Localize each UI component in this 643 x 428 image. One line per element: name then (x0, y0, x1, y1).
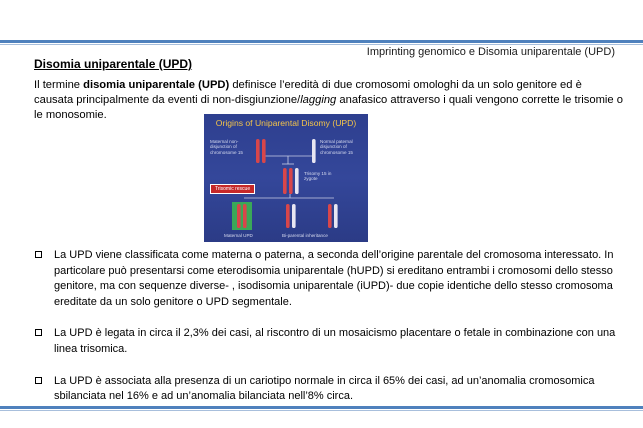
bullet-list (34, 248, 630, 405)
intro-part1: definisce l’eredità di due cromosomi omologhi da un solo genitore ed è causata principalmente da eventi di non-disgiunzione/ (34, 79, 582, 107)
intro-term: disomia uniparentale (UPD) (83, 79, 230, 91)
bullet-text: La UPD è legata in circa il 2,3% dei casi, al riscontro di un mosaicismo placentare o fetale in combinazione con una linea trisomica. (54, 327, 616, 355)
bullet-item (34, 326, 630, 357)
zygote-chromosome-b (289, 168, 293, 194)
figure-title: Origins of Uniparental Disomy (UPD) (215, 118, 357, 128)
figure-label-trisomy: Trisomy 15 in zygote (304, 171, 332, 182)
upd-chromosome-b (243, 204, 247, 228)
biparental-1-chromosome-b (292, 204, 296, 228)
bottom-divider-thin (0, 410, 643, 411)
bullet-text: La UPD viene classificata come materna o paterna, a seconda dell’origine parentale del cromosoma interessato. In particolare può presentarsi come eterodisomia uniparentale (hUPD) si ereditano entrambi i cromosomi dello stesso genitore, ma con sequenze diverse- , isodisomia uniparentale (iUPD)- due copie identiche dello stesso cromosoma ereditate da un solo genitore o UPD segmentale. (54, 249, 614, 308)
zygote-chromosome-a (283, 168, 287, 194)
maternal-chromosome-b (262, 139, 266, 163)
checkbox-icon (35, 377, 42, 384)
figure-label-maternal-upd: Maternal UPD (224, 233, 253, 238)
paternal-chromosome (312, 139, 316, 163)
biparental-2-chromosome-a (328, 204, 332, 228)
figure-label-biparental: Bi-parental inheritance (282, 233, 328, 238)
upd-chromosome-a (237, 204, 241, 228)
biparental-2-chromosome-b (334, 204, 338, 228)
upd-origins-figure (204, 114, 368, 242)
checkbox-icon (35, 329, 42, 336)
figure-label-rescue: Trisomic rescue (210, 184, 255, 194)
bullet-item (34, 248, 630, 310)
bottom-divider (0, 406, 643, 409)
figure-label-paternal: Normal paternal disjunction of chromosome 15 (320, 139, 353, 155)
figure-label-maternal: Maternal non-disjunction of chromosome 15 (210, 139, 243, 155)
maternal-chromosome-a (256, 139, 260, 163)
section-title: Disomia uniparentale (UPD) (34, 57, 193, 71)
maternal-upd-box (232, 202, 252, 230)
zygote-chromosome-c (295, 168, 299, 194)
bullet-item (34, 374, 630, 405)
top-divider-thin (0, 44, 643, 45)
bullet-text: La UPD è associata alla presenza di un cariotipo normale in circa il 65% dei casi, ad un’anomalia cromosomica sbilanciata nel 16% e ad un’anomalia bilanciata nell’8% circa. (54, 374, 595, 403)
intro-part2: anafasico attraverso i quali vengono corrette le trisomie o le monosomie. (34, 94, 623, 122)
slide-header-title: Imprinting genomico e Disomia uniparentale (UPD) (366, 46, 615, 58)
intro-lead: Il termine (34, 79, 84, 91)
biparental-1-chromosome-a (286, 204, 290, 228)
checkbox-icon (35, 251, 42, 258)
top-divider (0, 40, 643, 43)
chromosome-diagram (204, 114, 368, 242)
intro-italic: lagging (300, 94, 337, 107)
